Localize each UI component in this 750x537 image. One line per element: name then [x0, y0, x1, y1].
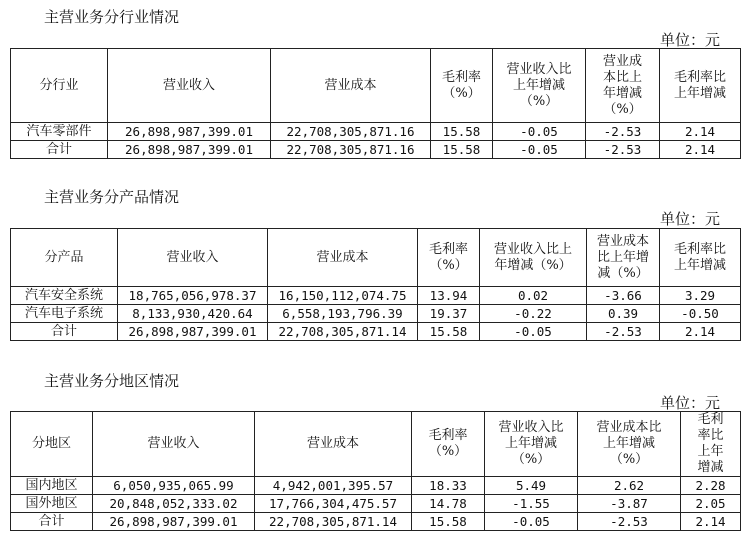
margin-cell: 18.33 [412, 477, 485, 495]
row-label: 合计 [11, 323, 118, 341]
row-label: 汽车电子系统 [11, 305, 118, 323]
margin-change-cell: 2.28 [681, 477, 741, 495]
cost-change-cell: 0.39 [587, 305, 660, 323]
table-region [10, 411, 741, 531]
revenue-cell: 6,050,935,065.99 [93, 477, 255, 495]
header-cell: 营业收入 [108, 49, 271, 123]
header-cell: 营业成本比 上年增减 （%） [578, 412, 681, 477]
revenue-cell: 20,848,052,333.02 [93, 495, 255, 513]
table-row [11, 513, 741, 531]
revenue-change-cell: -0.22 [480, 305, 587, 323]
row-label: 合计 [11, 513, 93, 531]
header-cell: 营业收入 [93, 412, 255, 477]
cost-change-cell: -2.53 [586, 141, 660, 159]
header-cell: 营业收入比上 年增减（%） [480, 229, 587, 287]
cost-cell: 22,708,305,871.14 [255, 513, 412, 531]
margin-cell: 14.78 [412, 495, 485, 513]
revenue-cell: 18,765,056,978.37 [118, 287, 268, 305]
revenue-cell: 8,133,930,420.64 [118, 305, 268, 323]
header-cell: 毛利率 （%） [431, 49, 493, 123]
header-cell: 毛利率 （%） [412, 412, 485, 477]
header-cell: 营业收入 [118, 229, 268, 287]
table-row [11, 123, 741, 141]
header-cell: 分产品 [11, 229, 118, 287]
revenue-change-cell: -0.05 [480, 323, 587, 341]
revenue-change-cell: -1.55 [485, 495, 578, 513]
revenue-cell: 26,898,987,399.01 [108, 141, 271, 159]
margin-change-cell: 2.14 [660, 123, 741, 141]
margin-change-cell: 3.29 [660, 287, 741, 305]
header-cell: 毛利 率比 上年 增减 [681, 412, 741, 477]
margin-cell: 13.94 [418, 287, 480, 305]
revenue-cell: 26,898,987,399.01 [118, 323, 268, 341]
header-cell: 毛利率比 上年增减 [660, 49, 741, 123]
cost-change-cell: -2.53 [587, 323, 660, 341]
cost-change-cell: -2.53 [586, 123, 660, 141]
revenue-change-cell: 5.49 [485, 477, 578, 495]
unit-label-industry: 单位：元 [659, 31, 720, 49]
row-label: 国外地区 [11, 495, 93, 513]
header-cell: 营业成 本比上 年增减 （%） [586, 49, 660, 123]
table-product [10, 228, 741, 341]
table-row [11, 287, 741, 305]
cost-change-cell: -3.87 [578, 495, 681, 513]
cost-change-cell: -2.53 [578, 513, 681, 531]
margin-cell: 15.58 [431, 141, 493, 159]
table-row [11, 495, 741, 513]
revenue-change-cell: 0.02 [480, 287, 587, 305]
header-cell: 营业成本 [268, 229, 418, 287]
header-cell: 毛利率 （%） [418, 229, 480, 287]
table-row [11, 323, 741, 341]
cost-cell: 6,558,193,796.39 [268, 305, 418, 323]
revenue-change-cell: -0.05 [485, 513, 578, 531]
unit-label-region: 单位：元 [659, 394, 720, 412]
margin-change-cell: 2.14 [660, 141, 741, 159]
table-header-row [11, 49, 741, 123]
header-cell: 营业成本 [255, 412, 412, 477]
header-cell: 营业成本 [271, 49, 431, 123]
margin-cell: 15.58 [412, 513, 485, 531]
row-label: 汽车安全系统 [11, 287, 118, 305]
header-cell: 分地区 [11, 412, 93, 477]
cost-change-cell: 2.62 [578, 477, 681, 495]
revenue-change-cell: -0.05 [493, 123, 586, 141]
cost-change-cell: -3.66 [587, 287, 660, 305]
revenue-cell: 26,898,987,399.01 [108, 123, 271, 141]
row-label: 国内地区 [11, 477, 93, 495]
table-row [11, 305, 741, 323]
header-cell: 营业成本 比上年增 减（%） [587, 229, 660, 287]
cost-cell: 22,708,305,871.16 [271, 141, 431, 159]
cost-cell: 22,708,305,871.14 [268, 323, 418, 341]
margin-cell: 15.58 [418, 323, 480, 341]
margin-change-cell: 2.14 [681, 513, 741, 531]
margin-cell: 15.58 [431, 123, 493, 141]
header-cell: 营业收入比 上年增减 （%） [485, 412, 578, 477]
section-title-industry: 主营业务分行业情况 [44, 8, 180, 26]
row-label: 汽车零部件 [11, 123, 108, 141]
cost-cell: 4,942,001,395.57 [255, 477, 412, 495]
cost-cell: 16,150,112,074.75 [268, 287, 418, 305]
header-cell: 毛利率比 上年增减 [660, 229, 741, 287]
revenue-change-cell: -0.05 [493, 141, 586, 159]
unit-label-product: 单位：元 [659, 210, 720, 228]
header-cell: 分行业 [11, 49, 108, 123]
margin-cell: 19.37 [418, 305, 480, 323]
table-header-row [11, 229, 741, 287]
header-cell: 营业收入比 上年增减 （%） [493, 49, 586, 123]
row-label: 合计 [11, 141, 108, 159]
section-title-product: 主营业务分产品情况 [44, 188, 180, 206]
cost-cell: 17,766,304,475.57 [255, 495, 412, 513]
table-industry [10, 48, 741, 159]
section-title-region: 主营业务分地区情况 [44, 372, 180, 390]
margin-change-cell: -0.50 [660, 305, 741, 323]
table-row [11, 477, 741, 495]
margin-change-cell: 2.14 [660, 323, 741, 341]
table-row [11, 141, 741, 159]
margin-change-cell: 2.05 [681, 495, 741, 513]
cost-cell: 22,708,305,871.16 [271, 123, 431, 141]
table-header-row [11, 412, 741, 477]
revenue-cell: 26,898,987,399.01 [93, 513, 255, 531]
